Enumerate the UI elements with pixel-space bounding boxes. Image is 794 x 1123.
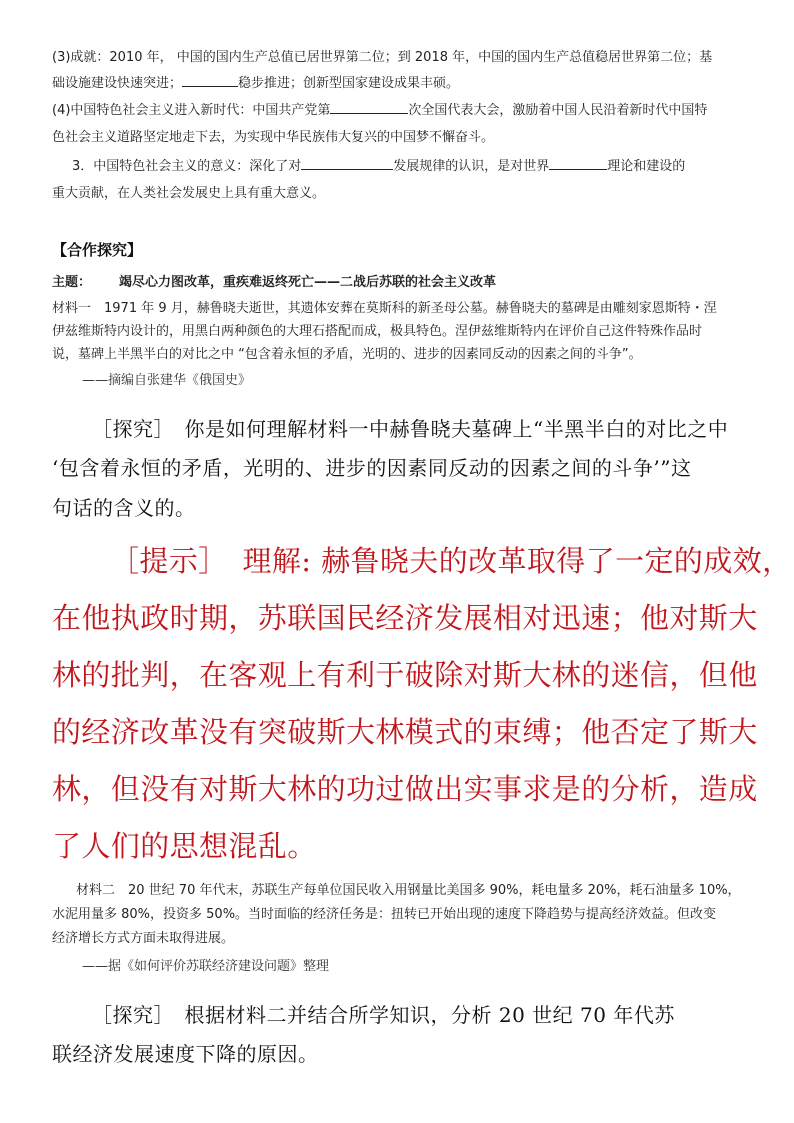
material-one-line-3: 说，墓碑上半黑半白的对比之中 “包含着永恒的矛盾，光明的、进步的因素同反动的因素之间的斗争”。 bbox=[52, 347, 642, 362]
new-era-text-a: (4)中国特色社会主义进入新时代：中国共产党第 bbox=[52, 103, 331, 118]
significance-text-b: 发展规律的认识，是对世界 bbox=[393, 159, 550, 174]
topic-label: 主题： bbox=[52, 275, 92, 290]
topic-line bbox=[52, 271, 496, 294]
hint-line-3: 林的批判，在客观上有利于破除对斯大林的迷信，但他 bbox=[52, 658, 758, 692]
inquiry-one-line-2: ‘包含着永恒的矛盾，光明的、进步的因素同反动的因素之间的斗争’”这 bbox=[52, 456, 692, 480]
material-one-source: ——摘编自张建华《俄国史》 bbox=[82, 373, 252, 388]
inquiry-one-line-3: 句话的含义的。 bbox=[52, 496, 196, 520]
hint-line-6: 了人们的思想混乱。 bbox=[52, 829, 317, 863]
new-era-text-b: 次全国代表大会，激励着中国人民沿着新时代中国特 bbox=[408, 103, 708, 118]
material-two-line-3: 经济增长方式方面未取得进展。 bbox=[52, 931, 235, 946]
material-one-line-1: 材料一 1971 年 9 月，赫鲁晓夫逝世，其遗体安葬在莫斯科的新圣母公墓。赫鲁晓夫的墓碑是由雕刻家恩斯特・涅 bbox=[52, 301, 717, 316]
hint-line-5: 林，但没有对斯大林的功过做出实事求是的分析，造成 bbox=[52, 772, 758, 806]
fill-blank[interactable] bbox=[549, 156, 607, 170]
new-era-line-1 bbox=[52, 99, 707, 122]
fill-blank[interactable] bbox=[330, 100, 408, 114]
hint-line-1: ［提示］ 理解: 赫鲁晓夫的改革取得了一定的成效， bbox=[110, 544, 792, 578]
hint-line-2: 在他执政时期，苏联国民经济发展相对迅速；他对斯大 bbox=[52, 601, 758, 635]
achievements-line-2 bbox=[52, 72, 459, 95]
material-two-source: ——据《如何评价苏联经济建设问题》整理 bbox=[82, 959, 330, 974]
topic-title: 竭尽心力图改革，重疾难返终死亡——二战后苏联的社会主义改革 bbox=[119, 275, 497, 290]
material-two-line-2: 水泥用量多 80%，投资多 50%。当时面临的经济任务是：扭转已开始出现的速度下降趋势与提高经济效益。但改变 bbox=[52, 907, 717, 922]
achievements-text-a: 础设施建设快速突进； bbox=[52, 76, 183, 91]
significance-line-1 bbox=[72, 155, 685, 178]
hint-line-4: 的经济改革没有突破斯大林模式的束缚；他否定了斯大 bbox=[52, 715, 758, 749]
inquiry-two-line-2: 联经济发展速度下降的原因。 bbox=[52, 1042, 319, 1066]
significance-text-c: 理论和建设的 bbox=[607, 159, 686, 174]
significance-text-a: 3．中国特色社会主义的意义：深化了对 bbox=[72, 159, 302, 174]
achievements-text-b: 稳步推进；创新型国家建设成果丰硕。 bbox=[238, 76, 460, 91]
new-era-line-2: 色社会主义道路坚定地走下去，为实现中华民族伟大复兴的中国梦不懈奋斗。 bbox=[52, 130, 495, 145]
material-one-line-2: 伊兹维斯特内设计的，用黑白两种颜色的大理石搭配而成，极具特色。涅伊兹维斯特内在评价自己这件特殊作品时 bbox=[52, 324, 703, 339]
significance-line-2: 重大贡献，在人类社会发展史上具有重大意义。 bbox=[52, 186, 326, 201]
fill-blank[interactable] bbox=[301, 156, 393, 170]
inquiry-two-line-1: ［探究］ 根据材料二并结合所学知识，分析 20 世纪 70 年代苏 bbox=[92, 1003, 675, 1027]
section-heading: 【合作探究】 bbox=[52, 241, 143, 259]
achievements-line-1: (3)成就：2010 年， 中国的国内生产总值已居世界第二位；到 2018 年，中国的国内生产总值稳居世界第二位；基 bbox=[52, 50, 713, 65]
fill-blank[interactable] bbox=[182, 73, 238, 87]
inquiry-one-line-1: ［探究］ 你是如何理解材料一中赫鲁晓夫墓碑上“半黑半白的对比之中 bbox=[92, 417, 729, 441]
material-two-line-1: 材料二 20 世纪 70 年代末，苏联生产每单位国民收入用钢量比美国多 90%，耗电量多 20%，耗石油量多 10%， bbox=[76, 883, 741, 898]
